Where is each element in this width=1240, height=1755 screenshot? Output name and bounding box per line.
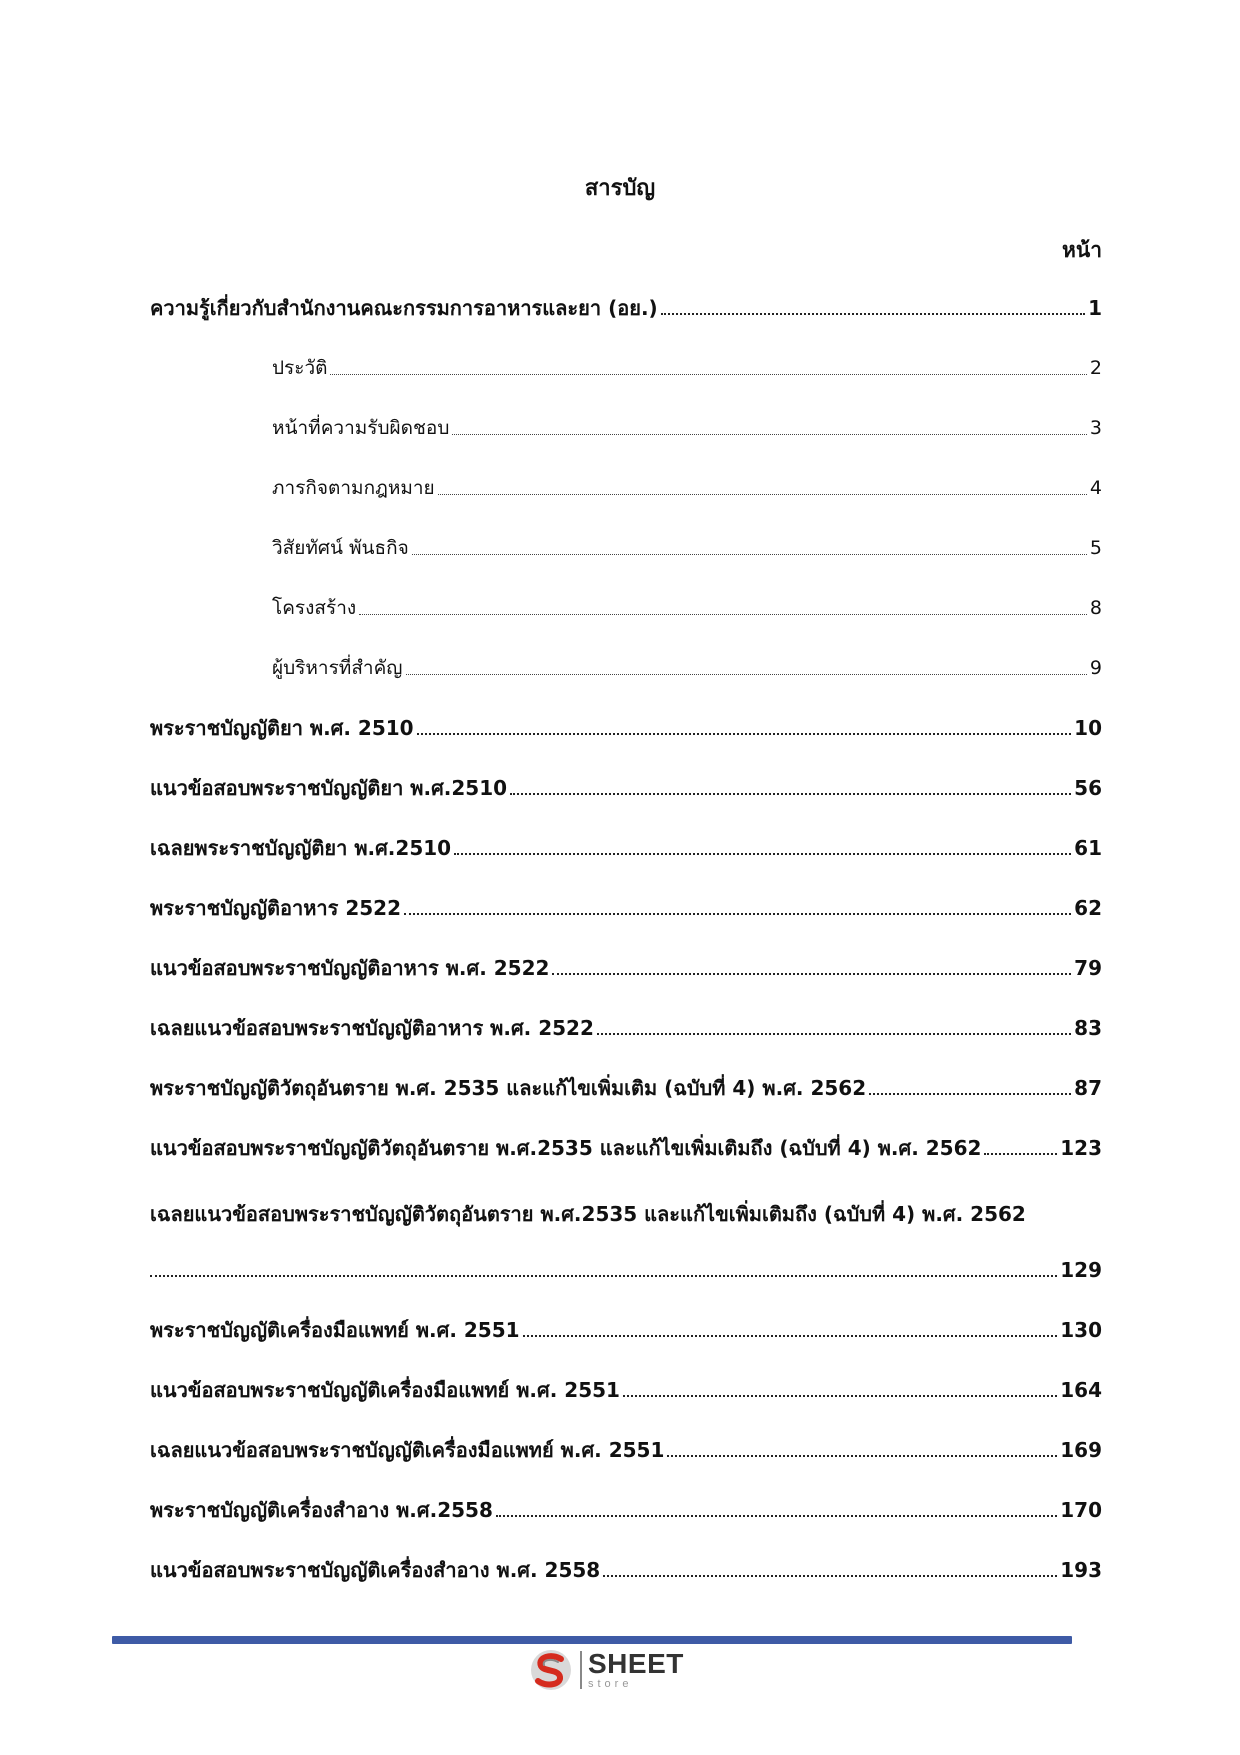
toc-entry-medical-device-act[interactable]: [150, 1304, 1102, 1344]
dot-leader: [330, 373, 1086, 375]
dot-leader: [150, 1274, 1057, 1277]
toc-entry-page: 5: [1089, 537, 1102, 559]
toc-entry-label: พระราชบัญญัติวัตถุอันตราย พ.ศ. 2535 และแก้ไขเพิ่มเติม (ฉบับที่ 4) พ.ศ. 2562: [150, 1076, 867, 1100]
toc-entry-label: พระราชบัญญัติเครื่องสำอาง พ.ศ.2558: [150, 1498, 493, 1522]
toc-entry-label: พระราชบัญญัติเครื่องมือแพทย์ พ.ศ. 2551: [150, 1318, 520, 1342]
toc-entry-page: 8: [1089, 597, 1102, 619]
toc-entry-page: 62: [1074, 896, 1102, 920]
dot-leader: [667, 1454, 1057, 1457]
toc-subentry-responsibilities[interactable]: [272, 402, 1102, 442]
toc-entry-page: 3: [1089, 417, 1102, 439]
toc-entry-label: พระราชบัญญัติยา พ.ศ. 2510: [150, 716, 414, 740]
toc-entry-drug-act-answers[interactable]: [150, 822, 1102, 862]
toc-entry-medical-device-act-exam[interactable]: [150, 1364, 1102, 1404]
toc-entry-label: หน้าที่ความรับผิดชอบ: [272, 417, 450, 439]
toc-entry-page: 4: [1089, 477, 1102, 499]
toc-subentry-structure[interactable]: [272, 582, 1102, 622]
toc-entry-page: 61: [1074, 836, 1102, 860]
toc-subentry-legal-mission[interactable]: [272, 462, 1102, 502]
dot-leader: [412, 553, 1087, 555]
toc-entry-label: แนวข้อสอบพระราชบัญญัติวัตถุอันตราย พ.ศ.2535 และแก้ไขเพิ่มเติมถึง (ฉบับที่ 4) พ.ศ. 2562: [150, 1136, 982, 1160]
toc-entry-page: 2: [1089, 357, 1102, 379]
toc-entry-page: 170: [1060, 1498, 1102, 1522]
dot-leader: [417, 732, 1072, 735]
toc-entry-hazardous-act-answers[interactable]: [150, 1244, 1102, 1284]
logo-divider: [580, 1651, 582, 1689]
toc-entry-page: 164: [1060, 1378, 1102, 1402]
toc-entry-label: วิสัยทัศน์ พันธกิจ: [272, 537, 409, 559]
logo-subword: store: [588, 1678, 633, 1690]
toc-entry-label: แนวข้อสอบพระราชบัญญัติเครื่องมือแพทย์ พ.ศ. 2551: [150, 1378, 620, 1402]
sheet-store-logo: [528, 1646, 684, 1694]
dot-leader: [454, 852, 1071, 855]
toc-entry-label: แนวข้อสอบพระราชบัญญัติอาหาร พ.ศ. 2522: [150, 956, 550, 980]
toc-entry-page: 10: [1074, 716, 1102, 740]
toc-entry-page: 130: [1060, 1318, 1102, 1342]
toc-entry-food-act-answers[interactable]: [150, 1002, 1102, 1042]
toc-entry-page: 169: [1060, 1438, 1102, 1462]
dot-leader: [552, 972, 1071, 975]
toc-entry-food-act[interactable]: [150, 882, 1102, 922]
toc-subentry-history[interactable]: [272, 342, 1102, 382]
dot-leader: [452, 433, 1087, 435]
toc-entry-hazardous-act-answers-label: เฉลยแนวข้อสอบพระราชบัญญัติวัตถุอันตราย พ.ศ.2535 และแก้ไขเพิ่มเติมถึง (ฉบับที่ 4) พ.ศ. 2562: [150, 1202, 1026, 1226]
dot-leader: [603, 1574, 1057, 1577]
toc-entry-label: แนวข้อสอบพระราชบัญญัติเครื่องสำอาง พ.ศ. 2558: [150, 1558, 601, 1582]
toc-entry-page: 1: [1088, 296, 1102, 320]
toc-entry-label: เฉลยพระราชบัญญัติยา พ.ศ.2510: [150, 836, 452, 860]
toc-entry-label: เฉลยแนวข้อสอบพระราชบัญญัติเครื่องมือแพทย์ พ.ศ. 2551: [150, 1438, 665, 1462]
dot-leader: [984, 1152, 1057, 1155]
toc-entry-page: 87: [1074, 1076, 1102, 1100]
toc-entry-label: เฉลยแนวข้อสอบพระราชบัญญัติอาหาร พ.ศ. 2522: [150, 1016, 594, 1040]
dot-leader: [406, 673, 1087, 675]
toc-entry-fda-knowledge[interactable]: [150, 282, 1102, 322]
toc-entry-food-act-exam[interactable]: [150, 942, 1102, 982]
toc-entry-label: โครงสร้าง: [272, 597, 357, 619]
toc-entry-page: 83: [1074, 1016, 1102, 1040]
toc-entry-label: ประวัติ: [272, 357, 328, 379]
toc-entry-page: 79: [1074, 956, 1102, 980]
toc-entry-page: 9: [1089, 657, 1102, 679]
toc-entry-cosmetic-act-exam[interactable]: [150, 1544, 1102, 1584]
toc-entry-page: 129: [1060, 1258, 1102, 1282]
dot-leader: [438, 493, 1087, 495]
toc-entry-label: แนวข้อสอบพระราชบัญญัติยา พ.ศ.2510: [150, 776, 508, 800]
dot-leader: [661, 312, 1085, 315]
dot-leader: [359, 613, 1087, 615]
logo-text: [588, 1650, 684, 1690]
toc-entry-medical-device-act-answers[interactable]: [150, 1424, 1102, 1464]
dot-leader: [523, 1334, 1058, 1337]
footer-divider-bar: [112, 1636, 1072, 1644]
toc-entry-hazardous-act[interactable]: [150, 1062, 1102, 1102]
toc-entry-page: 56: [1074, 776, 1102, 800]
toc-entry-label: ภารกิจตามกฎหมาย: [272, 477, 435, 499]
toc-entry-hazardous-act-exam[interactable]: [150, 1122, 1102, 1162]
toc-entry-label: ผู้บริหารที่สำคัญ: [272, 657, 403, 679]
toc-entry-label: ความรู้เกี่ยวกับสำนักงานคณะกรรมการอาหารและยา (อย.): [150, 296, 658, 320]
dot-leader: [623, 1394, 1057, 1397]
toc-entry-page: 123: [1060, 1136, 1102, 1160]
logo-word: SHEET: [588, 1648, 684, 1679]
dot-leader: [869, 1092, 1071, 1095]
toc-title: สารบัญ: [584, 176, 656, 201]
toc-entry-drug-act-exam[interactable]: [150, 762, 1102, 802]
toc-entry-cosmetic-act[interactable]: [150, 1484, 1102, 1524]
page-column-heading: หน้า: [1062, 238, 1102, 262]
sheet-store-s-icon: [528, 1648, 574, 1692]
toc-subentry-executives[interactable]: [272, 642, 1102, 682]
dot-leader: [597, 1032, 1071, 1035]
toc-entry-label: พระราชบัญญัติอาหาร 2522: [150, 896, 402, 920]
toc-subentry-vision-mission[interactable]: [272, 522, 1102, 562]
dot-leader: [510, 792, 1071, 795]
dot-leader: [404, 912, 1071, 915]
toc-entry-drug-act[interactable]: [150, 702, 1102, 742]
toc-entry-page: 193: [1060, 1558, 1102, 1582]
dot-leader: [496, 1514, 1057, 1517]
